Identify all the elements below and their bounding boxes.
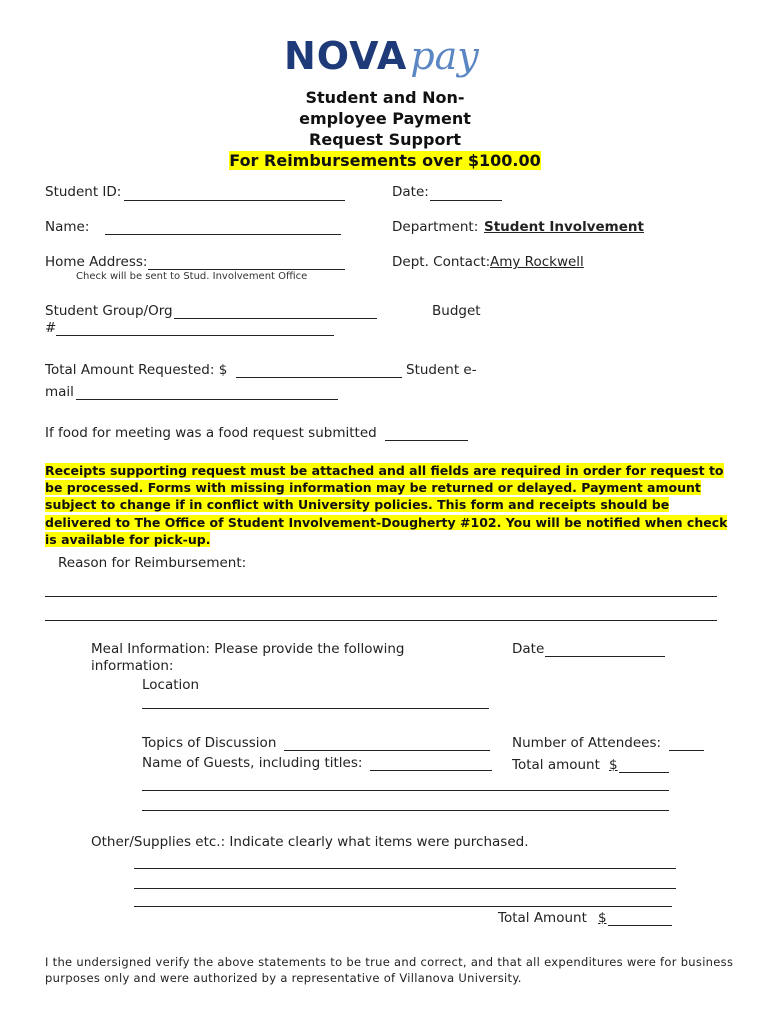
meal-total-currency: $	[609, 757, 618, 773]
date-label: Date:	[392, 184, 429, 200]
other-supplies-label: Other/Supplies etc.: Indicate clearly what items were purchased.	[91, 834, 529, 850]
reason-line-1[interactable]	[45, 596, 717, 597]
title-line-1: Student and Non-	[305, 88, 465, 107]
dept-contact-value: Amy Rockwell	[490, 254, 584, 270]
name-label: Name:	[45, 219, 90, 235]
attendees-label: Number of Attendees:	[512, 735, 662, 751]
topics-label: Topics of Discussion	[142, 735, 277, 751]
guests-line-1[interactable]	[142, 790, 669, 791]
budget-label: Budget	[432, 303, 481, 319]
home-address-label: Home Address:	[45, 254, 148, 270]
student-email-field[interactable]	[76, 399, 338, 400]
logo-suffix: pay	[410, 34, 479, 78]
student-id-label: Student ID:	[45, 184, 122, 200]
department-label: Department:	[392, 219, 479, 235]
guests-field[interactable]	[370, 770, 492, 771]
title-line-2: employee Payment	[299, 109, 471, 128]
total-requested-field[interactable]	[236, 377, 402, 378]
novapay-logo	[284, 34, 479, 82]
other-total-label: Total Amount	[498, 910, 587, 926]
department-value: Student Involvement	[484, 219, 644, 235]
check-note: Check will be sent to Stud. Involvement Office	[76, 271, 308, 282]
student-group-label: Student Group/Org	[45, 303, 173, 319]
food-request-label: If food for meeting was a food request submitted	[45, 425, 377, 441]
student-email-label: Student e-	[406, 362, 477, 378]
meal-date-field[interactable]	[545, 656, 665, 657]
other-total-currency: $	[598, 910, 607, 926]
budget-number-label: #	[45, 320, 57, 336]
date-field[interactable]	[430, 200, 502, 201]
verification-statement: I the undersigned verify the above statements to be true and correct, and that all expenditures were for business purposes only and were authorized by a representative of Villanova University.	[45, 955, 734, 985]
meal-info-label-cont: information:	[91, 658, 174, 674]
budget-number-field[interactable]	[56, 335, 334, 336]
dept-contact-label: Dept. Contact:	[392, 254, 491, 270]
guests-line-2[interactable]	[142, 810, 669, 811]
meal-total-field[interactable]	[619, 772, 669, 773]
location-label: Location	[142, 677, 200, 693]
student-email-label-cont: mail	[45, 384, 74, 400]
home-address-field[interactable]	[148, 269, 345, 270]
meal-info-label: Meal Information: Please provide the following	[91, 641, 405, 657]
location-field[interactable]	[142, 708, 489, 709]
logo-brand: NOVA	[284, 34, 408, 78]
guests-label: Name of Guests, including titles:	[142, 755, 363, 771]
reason-line-2[interactable]	[45, 620, 717, 621]
supplies-line-3[interactable]	[134, 906, 672, 907]
total-requested-label: Total Amount Requested: $	[45, 362, 228, 378]
student-id-field[interactable]	[124, 200, 345, 201]
food-request-field[interactable]	[385, 440, 468, 441]
title-line-3: Request Support	[309, 130, 461, 149]
meal-total-label: Total amount	[512, 757, 600, 773]
title-highlight: For Reimbursements over $100.00	[229, 151, 541, 170]
student-group-field[interactable]	[174, 318, 377, 319]
receipts-notice	[45, 462, 735, 548]
topics-field[interactable]	[284, 750, 490, 751]
reason-label: Reason for Reimbursement:	[58, 555, 247, 571]
attendees-field[interactable]	[669, 750, 704, 751]
supplies-line-2[interactable]	[134, 888, 676, 889]
title-line-4	[0, 151, 770, 170]
name-field[interactable]	[105, 234, 341, 235]
other-total-field[interactable]	[608, 925, 672, 926]
meal-date-label: Date	[512, 641, 545, 657]
receipts-notice-text: Receipts supporting request must be attached and all fields are required in order for request to be processed. Forms with missing information may be returned or delayed. Payment amount subject to change if in conflict with University policies. This form and receipts should be delivered to The Office of Student Involvement-Dougherty #102. You will be notified when check is available for pick-up.	[45, 463, 728, 547]
supplies-line-1[interactable]	[134, 868, 676, 869]
